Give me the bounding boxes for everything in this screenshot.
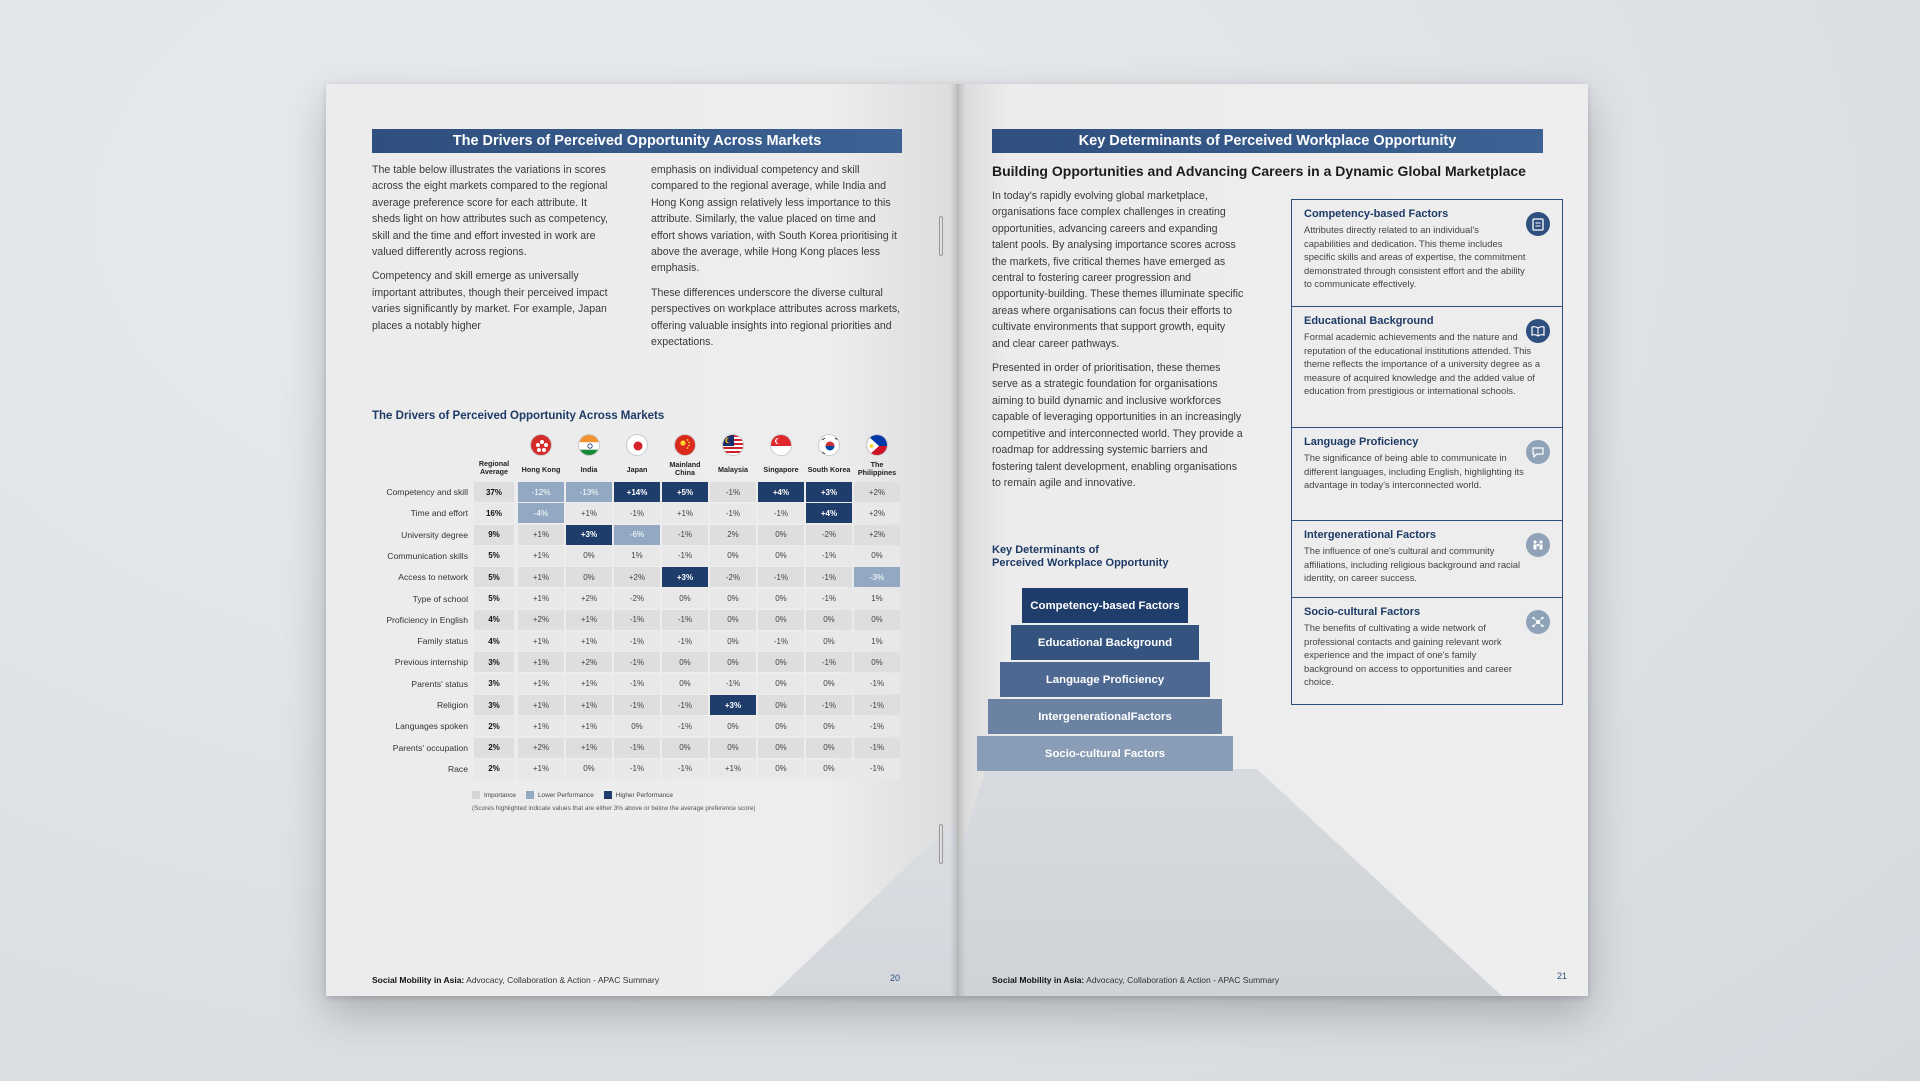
left-column-1 [372, 162, 612, 342]
table-cell: 0% [758, 610, 804, 630]
step-intergenerational: IntergenerationalFactors [988, 699, 1222, 734]
table-row-label: Type of school [412, 593, 468, 604]
malaysia-flag-icon [722, 434, 744, 456]
table-cell: -1% [662, 716, 708, 736]
brochure-spread [326, 84, 1588, 996]
table-title: The Drivers of Perceived Opportunity Across Markets [372, 410, 665, 422]
table-cell: 0% [662, 674, 708, 694]
factor-description: The benefits of cultivating a wide network of professional contacts and gaining relevant work experience and the impact of one's family background on access to opportunities and career choice. [1304, 622, 1512, 688]
table-cell: -1% [614, 674, 660, 694]
table-cell: +1% [662, 503, 708, 523]
table-cell: 0% [710, 589, 756, 609]
table-cell: +1% [566, 738, 612, 758]
table-cell: +1% [518, 674, 564, 694]
table-row-label: Communication skills [387, 550, 468, 561]
step-socio-cultural: Socio-cultural Factors [977, 736, 1233, 771]
table-cell: 0% [758, 546, 804, 566]
table-cell: 3% [474, 652, 514, 672]
south-korea-flag-icon [818, 434, 840, 456]
table-cell: 0% [662, 652, 708, 672]
table-cell: -6% [614, 525, 660, 545]
table-cell: +1% [566, 610, 612, 630]
table-cell: 3% [474, 695, 514, 715]
table-cell: 0% [806, 716, 852, 736]
table-cell: -1% [614, 695, 660, 715]
footer-subtitle: Advocacy, Collaboration & Action - APAC Summary [1084, 975, 1280, 985]
table-cell: +4% [758, 482, 804, 502]
table-cell: 4% [474, 610, 514, 630]
step-competency-based: Competency-based Factors [1022, 588, 1188, 623]
table-cell: 2% [474, 716, 514, 736]
stairs-title-line-1: Key Determinants of [992, 544, 1099, 556]
table-row-label: Religion [436, 700, 468, 710]
table-cell: +1% [518, 631, 564, 651]
table-cell: +1% [518, 652, 564, 672]
table-cell: -1% [614, 738, 660, 758]
table-row-label: Competency and skill [386, 487, 468, 497]
table-row-label: Race [447, 763, 468, 774]
factor-description: The significance of being able to communicate in different languages, including English, highlighting its advantage in today's interconnected world. [1304, 452, 1524, 491]
binding-clip [939, 216, 943, 256]
table-cell: 0% [710, 610, 756, 630]
left-page-number: 20 [890, 973, 901, 983]
table-cell: -1% [854, 759, 900, 779]
table-row-label: University degree [401, 529, 468, 540]
table-cell: 37% [474, 482, 514, 502]
table-cell: -1% [854, 738, 900, 758]
table-cell: -1% [662, 631, 708, 651]
table-cell: -1% [662, 610, 708, 630]
table-cell: +1% [710, 759, 756, 779]
table-row-label: Parents' occupation [392, 742, 468, 753]
india-flag-icon [578, 434, 600, 456]
table-cell: 0% [710, 716, 756, 736]
table-cell: 0% [758, 695, 804, 715]
table-cell: +2% [566, 652, 612, 672]
table-cell: +4% [806, 503, 852, 523]
table-cell: 0% [758, 674, 804, 694]
table-row-label: Parents' status [411, 678, 468, 689]
footer-subtitle: Advocacy, Collaboration & Action - APAC Summary [464, 975, 660, 985]
legend-higher: Higher Performance [615, 791, 673, 799]
right-body-text [992, 188, 1244, 499]
speech-bubble-icon [1526, 440, 1550, 464]
table-cell: +1% [566, 503, 612, 523]
table-cell: +3% [710, 695, 756, 715]
book-icon [1526, 319, 1550, 343]
philippines-flag-icon [866, 434, 888, 456]
factors-panel [1291, 199, 1563, 705]
table-cell: +1% [518, 759, 564, 779]
table-cell: 0% [662, 589, 708, 609]
right-page [957, 84, 1588, 996]
table-legend [472, 791, 673, 799]
factor-socio-cultural [1292, 598, 1562, 703]
table-cell: +3% [806, 482, 852, 502]
table-row-label: Proficiency in English [386, 614, 468, 625]
paragraph: emphasis on individual competency and skill compared to the regional average, while India and Hong Kong assign relatively less importance to this attribute. Similarly, the value placed on time and effort shows variation, with South Korea prioritising it above the average, while Hong Kong places less emphasis. [651, 164, 897, 275]
col-singapore: Singapore [763, 465, 799, 474]
table-cell: 1% [854, 589, 900, 609]
table-cell: 1% [854, 631, 900, 651]
col-malaysia: Malaysia [718, 465, 748, 474]
table-cell: 0% [758, 525, 804, 545]
col-regional-average: Regional Average [478, 459, 510, 476]
table-cell: 4% [474, 631, 514, 651]
table-cell: +2% [614, 567, 660, 587]
table-cell: -1% [806, 589, 852, 609]
table-cell: -1% [614, 652, 660, 672]
factor-competency-based [1292, 200, 1562, 307]
table-cell: -1% [614, 610, 660, 630]
table-cell: +1% [518, 716, 564, 736]
table-cell: 2% [710, 525, 756, 545]
table-cell: -1% [710, 482, 756, 502]
table-row-label: Previous internship [394, 657, 468, 668]
table-cell: +5% [662, 482, 708, 502]
paragraph: The table below illustrates the variations in scores across the eight markets compared to the regional average preference score for each attribute. It sheds light on how attributes such as competency, skill and the time and effort invested in work are valued differently across regions. [372, 164, 608, 259]
factor-intergenerational [1292, 521, 1562, 598]
step-educational-background: Educational Background [1011, 625, 1199, 660]
legend-swatch-importance [472, 791, 480, 799]
col-south-korea: South Korea [807, 465, 851, 474]
table-footnote: (Scores highlighted indicate values that are either 3% above or below the average preference score) [472, 805, 756, 812]
table-cell: 0% [806, 610, 852, 630]
singapore-flag-icon [770, 434, 792, 456]
col-hong-kong: Hong Kong [521, 465, 561, 474]
table-cell: 0% [758, 759, 804, 779]
table-row-label: Time and effort [410, 508, 468, 519]
table-row-label: Family status [417, 636, 468, 647]
factor-description: Attributes directly related to an individual's capabilities and dedication. This theme includes specific skills and areas of expertise, the commitment demonstrated through consistent effort and the ability to communicate effectively. [1304, 224, 1526, 290]
table-cell: -1% [806, 652, 852, 672]
legend-importance: Importance [484, 791, 516, 799]
table-cell: 2% [474, 738, 514, 758]
table-cell: 0% [806, 674, 852, 694]
table-cell: 16% [474, 503, 514, 523]
left-column-2 [651, 162, 901, 358]
table-cell: 0% [758, 652, 804, 672]
table-cell: 0% [710, 631, 756, 651]
table-cell: 0% [614, 716, 660, 736]
table-cell: 0% [854, 610, 900, 630]
factor-language-proficiency [1292, 428, 1562, 521]
paragraph: These differences underscore the diverse cultural perspectives on workplace attributes across markets, offering valuable insights into regional priorities and expectations. [651, 286, 901, 349]
table-cell: -1% [614, 503, 660, 523]
table-cell: 5% [474, 567, 514, 587]
table-cell: -1% [614, 631, 660, 651]
table-cell: -1% [854, 674, 900, 694]
col-mainland-china: Mainland China [669, 460, 701, 477]
right-page-lede: Building Opportunities and Advancing Careers in a Dynamic Global Marketplace [992, 163, 1526, 179]
table-cell: -1% [758, 631, 804, 651]
table-cell: +14% [614, 482, 660, 502]
table-cell: -1% [710, 674, 756, 694]
col-india: India [580, 465, 598, 474]
table-cell: 3% [474, 674, 514, 694]
table-cell: -1% [662, 546, 708, 566]
left-footer [372, 975, 659, 985]
factor-educational-background [1292, 307, 1562, 428]
china-flag-icon [674, 434, 696, 456]
table-cell: +1% [518, 567, 564, 587]
factor-title: Competency-based Factors [1304, 208, 1449, 220]
table-row-label: Access to network [398, 572, 468, 583]
japan-flag-icon [626, 434, 648, 456]
footer-title: Social Mobility in Asia: [372, 975, 465, 985]
table-cell: +2% [854, 482, 900, 502]
decorative-beam [771, 819, 957, 996]
col-japan: Japan [626, 465, 648, 474]
table-cell: -1% [854, 695, 900, 715]
table-cell: -1% [662, 695, 708, 715]
table-cell: +2% [518, 610, 564, 630]
table-cell: 1% [614, 546, 660, 566]
table-row-label: Languages spoken [395, 721, 468, 732]
table-cell: -13% [566, 482, 612, 502]
table-cell: -1% [806, 695, 852, 715]
table-cell: +3% [662, 567, 708, 587]
table-cell: 0% [854, 546, 900, 566]
table-cell: +1% [518, 546, 564, 566]
table-cell: -1% [806, 567, 852, 587]
family-icon [1526, 533, 1550, 557]
clipboard-icon [1526, 212, 1550, 236]
stairs-title-line-2: Perceived Workplace Opportunity [992, 557, 1169, 569]
table-cell: +1% [566, 716, 612, 736]
table-cell: +1% [566, 631, 612, 651]
right-footer [992, 975, 1279, 985]
table-cell: 9% [474, 525, 514, 545]
step-language-proficiency: Language Proficiency [1000, 662, 1210, 697]
table-cell: -1% [662, 525, 708, 545]
factor-description: Formal academic achievements and the nature and reputation of the educational institutions attended. This theme reflects the importance of a university degree as a measure of acquired knowledge and the added value of education from prestigious or international schools. [1304, 331, 1541, 397]
table-cell: +1% [518, 525, 564, 545]
table-cell: 0% [806, 631, 852, 651]
table-cell: +2% [854, 525, 900, 545]
table-cell: -1% [758, 567, 804, 587]
table-cell: -1% [614, 759, 660, 779]
table-cell: 0% [758, 589, 804, 609]
table-cell: -12% [518, 482, 564, 502]
factor-title: Socio-cultural Factors [1304, 606, 1421, 618]
hong-kong-flag-icon [530, 434, 552, 456]
table-cell: +1% [566, 674, 612, 694]
table-cell: -3% [854, 567, 900, 587]
table-cell: -1% [854, 716, 900, 736]
network-icon [1526, 610, 1550, 634]
stairs-title [992, 544, 1168, 570]
left-page-header: The Drivers of Perceived Opportunity Across Markets [372, 129, 902, 153]
table-cell: -1% [758, 503, 804, 523]
footer-title: Social Mobility in Asia: [992, 975, 1085, 985]
table-cell: -2% [614, 589, 660, 609]
table-cell: -1% [662, 759, 708, 779]
table-cell: 0% [566, 546, 612, 566]
table-cell: -2% [710, 567, 756, 587]
table-cell: +1% [518, 695, 564, 715]
table-cell: 0% [758, 738, 804, 758]
table-cell: 0% [758, 716, 804, 736]
paragraph: Presented in order of prioritisation, these themes serve as a strategic foundation for organisations aiming to build dynamic and inclusive workforces capable of leveraging opportunities in an increasingly competitive and interconnected world. They provide a roadmap for addressing systemic barriers and fostering talent development, enabling organisations to remain agile and innovative. [992, 362, 1243, 489]
table-cell: 0% [710, 546, 756, 566]
binding-clip [939, 824, 943, 864]
table-cell: +2% [518, 738, 564, 758]
table-cell: 2% [474, 759, 514, 779]
legend-swatch-lower [526, 791, 534, 799]
table-cell: -2% [806, 525, 852, 545]
table-cell: +3% [566, 525, 612, 545]
table-cell: 0% [566, 759, 612, 779]
col-the-philippines: The Philippines [857, 460, 897, 477]
table-cell: 0% [806, 738, 852, 758]
table-cell: 0% [566, 567, 612, 587]
factor-title: Language Proficiency [1304, 436, 1419, 448]
table-cell: 0% [710, 738, 756, 758]
table-cell: -4% [518, 503, 564, 523]
table-cell: 5% [474, 589, 514, 609]
legend-lower: Lower Performance [537, 791, 594, 799]
factor-description: The influence of one's cultural and community affiliations, including religious background and racial identity, on career success. [1304, 545, 1521, 584]
table-cell: +2% [854, 503, 900, 523]
decorative-beam [957, 769, 1502, 996]
table-cell: -1% [806, 546, 852, 566]
table-cell: 0% [710, 652, 756, 672]
left-page [326, 84, 957, 996]
paragraph: Competency and skill emerge as universally important attributes, though their perceived impact varies significantly by market. For example, Japan places a notably higher [372, 270, 608, 332]
paragraph: In today's rapidly evolving global marketplace, organisations face complex challenges in creating opportunities, advancing careers and expanding talent pools. By analysing importance scores across the markets, five critical themes have emerged as central to fostering career progression and opportunity-building. These themes illuminate specific areas where organisations can focus their efforts to cultivate environments that support growth, equity and clear career pathways. [992, 190, 1244, 350]
table-cell: 0% [806, 759, 852, 779]
legend-swatch-higher [604, 791, 612, 799]
table-cell: +1% [518, 589, 564, 609]
table-cell: 5% [474, 546, 514, 566]
table-cell: +1% [566, 695, 612, 715]
table-cell: 0% [854, 652, 900, 672]
factor-title: Intergenerational Factors [1304, 529, 1437, 541]
table-cell: +2% [566, 589, 612, 609]
right-page-number: 21 [1557, 971, 1568, 981]
right-page-header: Key Determinants of Perceived Workplace Opportunity [992, 129, 1543, 153]
table-cell: 0% [662, 738, 708, 758]
table-cell: -1% [710, 503, 756, 523]
factor-title: Educational Background [1304, 315, 1434, 327]
